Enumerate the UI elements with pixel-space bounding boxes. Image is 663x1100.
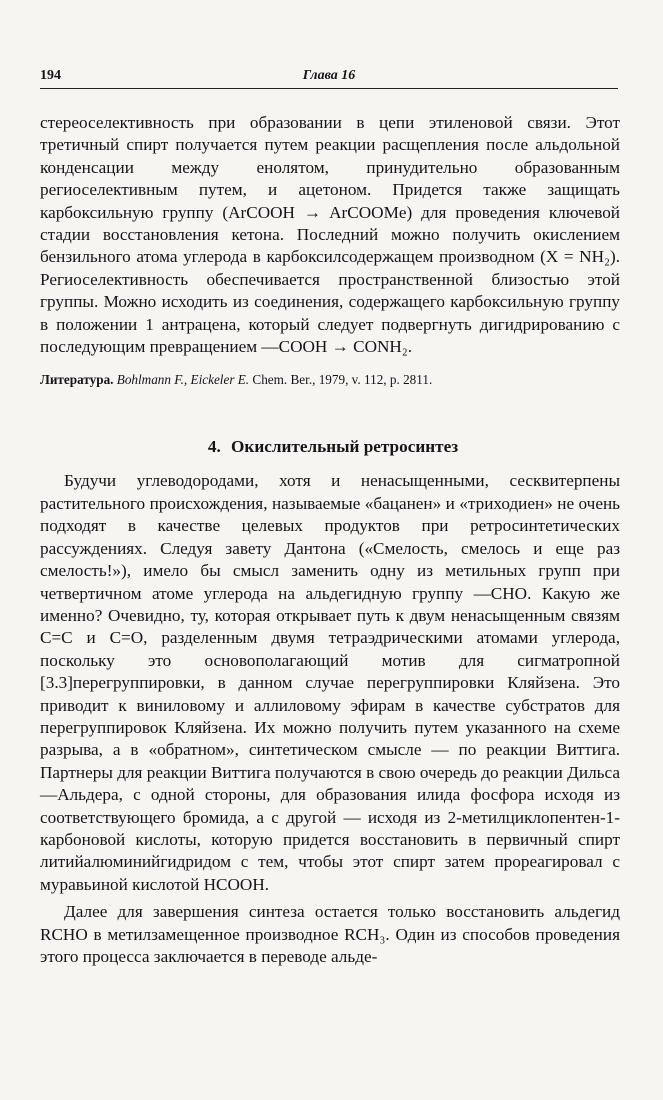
running-head: Глава 16: [302, 68, 356, 83]
literature-reference: [40, 371, 620, 389]
section-number: 4.: [207, 437, 221, 457]
section-heading: [40, 436, 620, 458]
paragraph-synthesis-completion: Далее для завершения синтеза остается только восстановить альдегид RCHO в метилзамещенное производное RCH₃. Один из способов проведения этого процесса заключается в переводе альде-: [40, 902, 620, 966]
literature-citation: Chem. Ber., 1979, v. 112, p. 2811.: [252, 372, 433, 388]
literature-authors: Bohlmann F., Eickeler E.: [116, 372, 250, 388]
section-title: Окислительный ретросинтез: [231, 437, 459, 457]
page-number: 194: [40, 68, 61, 83]
literature-label: Литература.: [40, 372, 114, 388]
paragraph-continuation: стереоселективность при образовании в цепи этиленовой связи. Этот третичный спирт получается путем реакции расщепления после альдольной конденсации между енолятом, принудительно образованным региоселективным путем, и ацетоном. Придется также защищать карбоксильную группу (ArCOOH → ArCOOMe) для проведения ключевой стадии восстановления кетона. Последний можно получить окислением бензильного атома углерода в карбоксилсодержащем производном (X = NH₂). Региоселективность обеспечивается пространственной близостью этой группы. Можно исходить из соединения, содержащего карбоксильную группу в положении 1 антрацена, который следует подвергнуть дигидрированию с последующим превращением —COOH → CONH₂.: [40, 113, 620, 357]
paragraph-oxidative-retrosynthesis: Будучи углеводородами, хотя и ненасыщенными, сесквитерпены растительного происхождения, называемые «бацанен» и «триходиен» не очень подходят в качестве целевых продуктов при ретросинтетических рассуждениях. Следуя завету Дантона («Смелость, смелось и еще раз смелость!»), имело бы смысл заменить одну из метильных групп при четвертичном атоме углерода на альдегидную группу —CHO. Какую же именно? Очевидно, ту, которая открывает путь к двум ненасыщенным связям C=C и C=O, разделенным двумя тетраэдрическими атомами углерода, поскольку это основополагающий мотив для сигматропной [3.3]перегруппировки, в данном случае перегруппировки Кляйзена. Это приводит к виниловому и аллиловому эфирам в качестве субстратов для перегруппировок Кляйзена. Их можно получить путем указанного на схеме разрыва, а в «обратном», синтетическом смысле — по реакции Виттига. Партнеры для реакции Виттига получаются в свою очередь до реакции Дильса—Альдера, с одной стороны, для образования илида фосфора исходя из соответствующего бромида, а с другой — исходя из 2-метилциклопентен-1-карбоновой кислоты, которую придется восстановить в первичный спирт литийалюминийгидридом с тем, чтобы этот спирт затем прореагировал с муравьиной кислотой HCOOH.: [40, 471, 620, 894]
page-header: [40, 68, 618, 89]
body-text: [40, 112, 620, 968]
